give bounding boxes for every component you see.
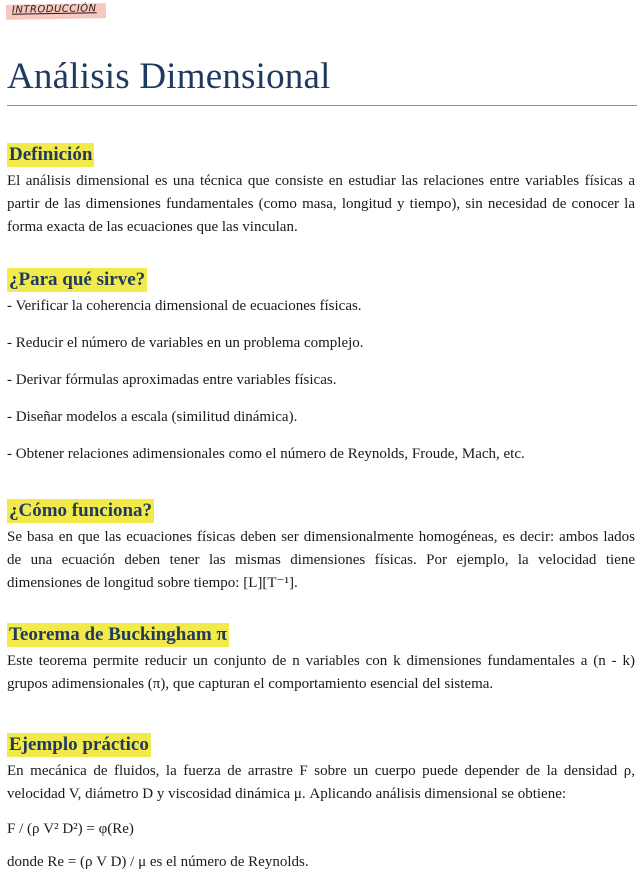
section-body: El análisis dimensional es una técnica que consiste en estudiar las relaciones entre variables físicas a partir de las dimensiones fundamentales (como masa, longitud y tiempo), sin necesidad de conocer la forma exacta de las ecuaciones que las vinculan. (7, 173, 635, 235)
section-heading: ¿Cómo funciona? (9, 500, 153, 521)
section-definicion (7, 143, 635, 239)
list-item: - Obtener relaciones adimensionales como el número de Reynolds, Froude, Mach, etc. (7, 446, 525, 462)
section-body: En mecánica de fluidos, la fuerza de arrastre F sobre un cuerpo puede depender de la densidad ρ, velocidad V, diámetro D y viscosidad dinámica μ. Aplicando análisis dimensional se obtiene: (7, 763, 635, 802)
list-item: - Reducir el número de variables en un problema complejo. (7, 335, 364, 351)
section-body: Se basa en que las ecuaciones físicas deben ser dimensionalmente homogéneas, es decir: ambos lados de una ecuación deben tener las mismas dimensiones físicas. Por ejemplo, la velocidad tiene dimensiones de longitud sobre tiempo: [L][T⁻¹]. (7, 529, 635, 591)
list-item: - Verificar la coherencia dimensional de ecuaciones físicas. (7, 298, 362, 314)
formula-note: donde Re = (ρ V D) / μ es el número de Reynolds. (7, 854, 309, 870)
section-heading: Definición (9, 144, 93, 165)
section-heading: Ejemplo práctico (9, 734, 149, 755)
list-item: - Diseñar modelos a escala (similitud dinámica). (7, 409, 298, 425)
title-divider (7, 105, 637, 106)
formula: F / (ρ V² D²) = φ(Re) (7, 821, 134, 837)
section-heading: Teorema de Buckingham π (9, 624, 227, 645)
section-para-que-sirve (7, 268, 635, 480)
section-heading: ¿Para qué sirve? (9, 269, 146, 290)
section-buckingham (7, 623, 635, 696)
list-item: - Derivar fórmulas aproximadas entre variables físicas. (7, 372, 337, 388)
intro-tag-label: INTRODUCCIÓN (11, 3, 97, 16)
section-ejemplo-practico (7, 733, 635, 874)
section-como-funciona (7, 499, 635, 595)
section-body: Este teorema permite reducir un conjunto de n variables con k dimensiones fundamentales a (n - k) grupos adimensionales (π), que capturan el comportamiento esencial del sistema. (7, 653, 635, 692)
intro-tag (6, 3, 106, 20)
page-title: Análisis Dimensional (7, 56, 331, 97)
